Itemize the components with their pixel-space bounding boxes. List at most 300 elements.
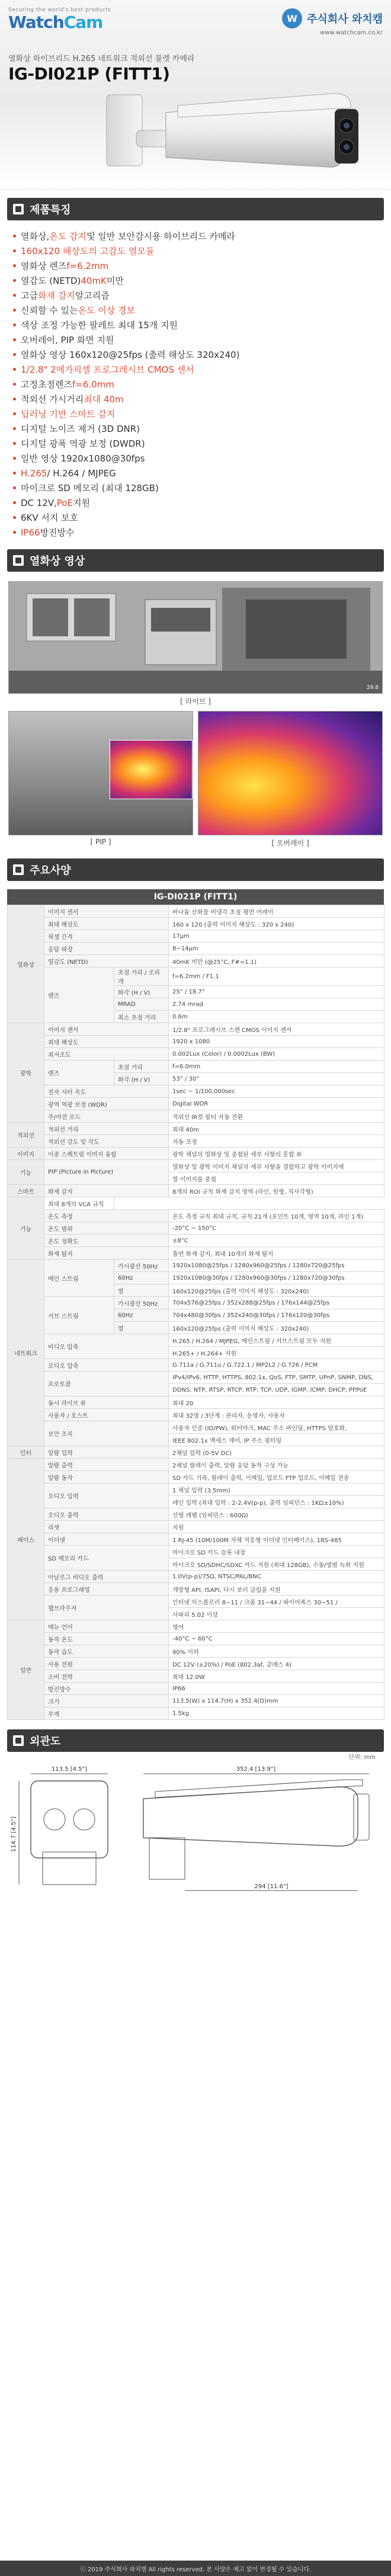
spec-row (8, 1670, 384, 1683)
spec-value: 704x576@25fps / 352x288@25fps / 176x144@25fps (169, 1297, 384, 1309)
section-header-dimension (7, 1729, 384, 1752)
spec-row (8, 1620, 384, 1633)
spec-value: 53° / 30° (169, 1073, 384, 1085)
bullet-icon (13, 383, 16, 386)
spec-subitem: 초점 거리 / 조리개 (114, 967, 169, 986)
feature-highlight: 온도 감지 (49, 231, 86, 242)
spec-value: IEEE 802.1x 액세스 제어, IP 주소 필터링 (169, 1434, 384, 1446)
spec-value: -40°C ~ 60°C (169, 1633, 384, 1645)
spec-row (8, 1484, 384, 1496)
spec-row (8, 967, 384, 986)
spec-subitem: 60Hz (114, 1272, 169, 1284)
spec-value: ±8°C (169, 1235, 384, 1247)
spec-subitem: 열 (114, 1284, 169, 1297)
pip-image (8, 711, 193, 835)
spec-item: 동작 습도 (44, 1645, 169, 1658)
spec-value: 1920x1080@25fps / 1280x960@25fps / 1280x720@25fps (169, 1260, 384, 1272)
spec-value: Digital WDR (169, 1098, 384, 1110)
bullet-icon (13, 279, 16, 282)
product-header (0, 0, 391, 190)
spec-value: 2채널 릴레이 출력, 알람 응답 동작 구성 가능 (169, 1459, 384, 1471)
feature-item (13, 466, 379, 480)
spec-row (8, 918, 384, 930)
feature-highlight: 160x120 해상도의 고감도 열모듈 (21, 246, 155, 257)
spec-row (8, 1048, 384, 1060)
spec-value: 바나듐 산화물 비냉각 초점 평면 어레이 (169, 905, 384, 918)
spec-item: 사용 전원 (44, 1658, 169, 1670)
spec-row (8, 1583, 384, 1595)
spec-value: 사용자 인증 (ID/PW), 워터마크, MAC 주소 바인딩, HTTPS 암호화, (169, 1421, 384, 1434)
section-title: 제품특징 (30, 204, 71, 216)
pip-figure (8, 711, 193, 853)
spec-item: 오디오 입력 (44, 1484, 169, 1508)
spec-item: 응답 파장 (44, 943, 169, 955)
spec-row (8, 1060, 384, 1073)
spec-value: 17μm (169, 930, 384, 943)
spec-row (8, 1546, 384, 1558)
spec-item: 온도 측정 (44, 1210, 169, 1222)
spec-item: 렌즈 (44, 967, 114, 1023)
spec-item: 보안 조치 (44, 1421, 169, 1446)
spec-row (8, 1421, 384, 1434)
feature-item (13, 525, 379, 540)
spec-row (8, 1683, 384, 1695)
dimension-drawing (0, 1752, 391, 1899)
feature-text: 마이크로 SD 메모리 (최대 128GB) (21, 483, 159, 494)
logo-wordmark (8, 13, 111, 32)
spec-category: 스마트 (8, 1185, 44, 1197)
spec-value: 마이크로 SD/SDHC/SDXC 카드 지원 (최대 128GB), 수동/엘범 녹화 지원 (169, 1558, 384, 1571)
spec-row (8, 1197, 384, 1210)
spec-value: 1.0V(p-p)/75Ω, NTSC/PAL/BNC (169, 1571, 384, 1583)
feature-item (13, 347, 379, 362)
spec-item: 프로토콜 (44, 1372, 169, 1396)
feature-text: / H.264 / MJPEG (47, 467, 116, 479)
feature-text: 열감도 (NETD) (21, 275, 81, 286)
spec-item: 알람 출력 (44, 1459, 169, 1471)
spec-value: 1 채널 입력 (3.5mm) (169, 1484, 384, 1496)
spec-row (8, 1260, 384, 1272)
logo-tagline: Securing the world's best products (8, 7, 111, 13)
spec-value: 90% 이하 (169, 1645, 384, 1658)
spec-value: 25° / 18.7° (169, 986, 384, 998)
bullet-icon (13, 294, 16, 297)
spec-category: 이미지 (8, 1148, 44, 1160)
spec-value: 최대 12.0W (169, 1670, 384, 1683)
spec-row (8, 1396, 384, 1409)
spec-row (8, 1222, 384, 1235)
spec-item: 메뉴 언어 (44, 1620, 169, 1633)
feature-text: 신뢰할 수 있는 (21, 305, 78, 316)
logo-word-a: Watch (8, 12, 64, 32)
feature-item (13, 318, 379, 332)
spec-value: 2.74 mrad (169, 998, 384, 1011)
spec-value: 선형 레벨 (임피던스 : 600Ω) (169, 1508, 384, 1521)
feature-text: 방진방수 (40, 527, 75, 538)
spec-row (8, 1695, 384, 1707)
spec-value: 적외선 IR컷 필터 자동 전환 (169, 1110, 384, 1123)
spec-item: 적외선 강도 및 각도 (44, 1135, 169, 1148)
feature-text: 미만 (106, 275, 124, 286)
spec-row (8, 1148, 384, 1160)
bullet-icon (13, 338, 16, 341)
feature-highlight: 화재 감지 (37, 290, 75, 301)
spec-item: 이더넷 (44, 1533, 169, 1546)
temperature-tag: 29.8 (366, 685, 379, 691)
spec-row (8, 1446, 384, 1459)
spec-item: 픽셀 간격 (44, 930, 169, 943)
spec-value: 온도 측정 규칙 최대 규칙, 규칙 21개 (포인트 10개, 영역 10개, 라인 1개) (169, 1210, 384, 1222)
company-mark-icon: W (282, 8, 302, 28)
section-header-features (7, 198, 384, 220)
spec-item: 사용자 / 호스트 (44, 1409, 169, 1421)
section-header-spec (7, 858, 384, 881)
section-header-thermal (7, 549, 384, 572)
spec-table-wrapper (0, 881, 391, 1720)
spec-subitem: 60Hz (114, 1309, 169, 1322)
spec-item: 이미지 센서 (44, 905, 169, 918)
spec-category: 광학 (8, 1023, 44, 1123)
spec-item: PIP (Picture in Picture) (44, 1160, 169, 1185)
feature-item (13, 510, 379, 525)
feature-text: 적외선 가시거리 (21, 394, 84, 405)
spec-subitem: 가시광선 50Hz (114, 1260, 169, 1272)
feature-text: 지원 (73, 498, 91, 508)
bullet-icon (13, 353, 16, 356)
feature-item (13, 480, 379, 495)
feature-item (13, 258, 379, 273)
bullet-icon (13, 457, 16, 460)
feature-item (13, 406, 379, 421)
feature-text: 디지털 노이즈 제거 (3D DNR) (21, 424, 140, 434)
spec-value: 인터넷 익스플로러 8~11 / 크롬 31~44 / 파이어폭스 30~51 / (169, 1595, 384, 1608)
spec-row (8, 1595, 384, 1608)
spec-row (8, 1533, 384, 1546)
feature-item (13, 273, 379, 288)
feature-highlight: 온도 이상 경보 (78, 305, 135, 316)
spec-value: 160 x 120 (출력 이미지 해상도 : 320 x 240) (169, 918, 384, 930)
spec-item: 이미지 센서 (44, 1023, 169, 1036)
feature-text: 고정초점렌즈 (21, 379, 72, 390)
spec-item: 방진방수 (44, 1683, 169, 1695)
spec-row (8, 1633, 384, 1645)
spec-value: f=6.0mm (169, 1060, 384, 1073)
dimension-unit: 단위: mm (348, 1754, 376, 1761)
spec-row (8, 1334, 384, 1347)
spec-value: SD 카드 기록, 릴레이 출력, 이메일, 업로드 FTP 업로드, 이메일 전송 (169, 1471, 384, 1484)
company-url: www.watchcam.co.kr (320, 30, 383, 36)
bullet-icon (13, 472, 16, 475)
spec-row (8, 1235, 384, 1247)
spec-row (8, 1123, 384, 1135)
spec-value: 1.5kg (169, 1707, 384, 1720)
bullet-icon (13, 235, 16, 238)
feature-highlight: f=6.0mm (72, 379, 114, 390)
spec-subitem: 화각 (H / V) (114, 1073, 169, 1085)
spec-item: 적외선 거리 (44, 1123, 169, 1135)
spec-item: SD 메모리 카드 (44, 1546, 169, 1571)
spec-item: 소비 전력 (44, 1670, 169, 1683)
bullet-icon (13, 309, 16, 312)
spec-item: 열감도 (NETD) (44, 955, 169, 967)
spec-value: 열화상 및 광학 이미지 채널의 세부 사항을 결합하고 광학 이미지에 (169, 1160, 384, 1172)
live-image (8, 581, 383, 694)
bullet-icon (13, 516, 16, 519)
spec-row (8, 1571, 384, 1583)
spec-value: IP66 (169, 1683, 384, 1695)
spec-item: 이중 스펙트럼 이미지 융합 (44, 1148, 169, 1160)
bullet-icon (13, 398, 16, 401)
spec-subitem: 최소 초점 거리 (114, 1011, 169, 1023)
spec-row (8, 1185, 384, 1197)
feature-highlight: 1/2.8" 2메가픽셀 프로그레시브 CMOS 센서 (21, 364, 194, 375)
feature-text: 색상 조정 가능한 팔레트 최대 15개 지원 (21, 320, 178, 331)
spec-value: 사파리 5.02 이상 (169, 1608, 384, 1620)
feature-item (13, 362, 379, 377)
spec-value: G.711a / G.711u / G.722.1 / MP2L2 / G.726 / PCM (169, 1359, 384, 1372)
feature-text: 열화상 렌즈 (21, 261, 67, 271)
spec-value: IPv4/IPv6, HTTP, HTTPS, 802.1x, QoS, FTP, SMTP, UPnP, SNMP, DNS, (169, 1372, 384, 1384)
spec-subitem: 초점 거리 (114, 1060, 169, 1073)
feature-text: 열화상 영상 160x120@25fps (출력 해상도 320x240) (21, 350, 240, 360)
feature-highlight: 최대 40m (84, 394, 124, 405)
spec-item: 동시 라이브 뷰 (44, 1396, 169, 1409)
spec-row (8, 1707, 384, 1720)
feature-text: 6KV 서지 보호 (21, 512, 79, 523)
spec-value: 레인 입력 (최대 입력 : 2-2.4V(p-p), 출력 임피던스 : 1KΩ±10%) (169, 1496, 384, 1508)
spec-item: 전자 셔터 속도 (44, 1085, 169, 1098)
bullet-icon (13, 486, 16, 489)
spec-value: 40mK 미만 (@25°C, F#=1.1) (169, 955, 384, 967)
front-width-label: 113.5 [4.5"] (51, 1766, 88, 1773)
spec-item: 무게 (44, 1707, 169, 1720)
feature-text: 고급 (21, 290, 38, 301)
spec-category: 열화상 (8, 905, 44, 1023)
product-model-title: IG-DI021P (FITT1) (8, 64, 170, 84)
spec-value: 704x480@30fps / 352x240@30fps / 176x120@30fps (169, 1309, 384, 1322)
spec-subitem: 열 (114, 1322, 169, 1334)
spec-table-model: IG-DI021P (FITT1) (7, 889, 384, 905)
spec-row (8, 1658, 384, 1670)
dimension-svg (7, 1763, 384, 1899)
spec-value: 최대 8개의 VCA 규칙 (44, 1197, 114, 1210)
spec-item: 렌즈 (44, 1060, 114, 1085)
spec-item: 알람 입력 (44, 1446, 169, 1459)
spec-item: 화재 감지 (44, 1185, 169, 1197)
spec-item: 최대 해상도 (44, 918, 169, 930)
spec-item: 주/야전 모드 (44, 1110, 169, 1123)
bullet-icon (13, 412, 16, 415)
feature-text: 알고리즘 (75, 290, 110, 301)
pip-caption: [ PIP ] (90, 838, 111, 846)
bullet-icon (13, 323, 16, 326)
feature-item (13, 288, 379, 303)
feature-highlight: 딥러닝 기반 스마트 감지 (21, 409, 116, 419)
spec-value: 최대 32명 / 3단계 : 관리자, 운영자, 사용자 (169, 1409, 384, 1421)
section-marker-icon (13, 555, 24, 566)
pip-thermal-inset (110, 740, 193, 799)
feature-text: 및 일반 보안감시용 하이브리드 카메라 (86, 231, 235, 242)
spec-value: 1 RJ-45 (10M/100M 자체 적응형 이더넷 인터페이스), 1RS-485 (169, 1533, 384, 1546)
spec-subitem: 가시광선 50Hz (114, 1297, 169, 1309)
spec-row (8, 1085, 384, 1098)
spec-item: 최대 해상도 (44, 1036, 169, 1048)
product-subtitle: 열화상 하이브리드 H.265 네트워크 적외선 불렛 카메라 (8, 55, 195, 63)
overlay-figure (198, 711, 383, 853)
spec-value: 흡연 화재 감지, 최대 10개의 화재 탐지 (169, 1247, 384, 1260)
company-info (282, 8, 383, 36)
page-footer: ⓒ 2019 주식회사 와치캠 All rights reserved. 본 사양은 예고 없이 변경될 수 있습니다. (0, 2561, 391, 2576)
section-marker-icon (13, 204, 24, 214)
spec-category: 기능 (8, 1197, 44, 1260)
spec-value: 자동 조정 (169, 1135, 384, 1148)
spec-row (8, 1645, 384, 1658)
spec-row (8, 930, 384, 943)
spec-item: 아날로그 비디오 출력 (44, 1571, 169, 1583)
bullet-icon (13, 249, 16, 252)
spec-value: 최대 20 (169, 1396, 384, 1409)
spec-subitem: 화각 (H / V) (114, 986, 169, 998)
spec-row (8, 1459, 384, 1471)
spec-item: 메인 스트림 (44, 1260, 114, 1297)
spec-item: 크기 (44, 1695, 169, 1707)
feature-text: 디지털 광폭 역광 보정 (DWDR) (21, 438, 145, 449)
feature-item (13, 436, 379, 451)
spec-value: 1920x1080@30fps / 1280x960@30fps / 1280x720@30fps (169, 1272, 384, 1284)
feature-text: DC 12V, (21, 497, 57, 508)
spec-item: 비디오 압축 (44, 1334, 169, 1359)
company-name: 주식회사 와치캠 (307, 13, 383, 25)
thermal-image-gallery (0, 572, 391, 858)
spec-subitem: MRAD (114, 998, 169, 1011)
spec-value: H.265+ / H.264+ 지원 (169, 1347, 384, 1359)
spec-row (8, 1135, 384, 1148)
section-title: 열화상 영상 (30, 555, 85, 568)
spec-category: 페이스 (8, 1459, 44, 1620)
spec-item: 화재 탐지 (44, 1247, 169, 1260)
spec-table (7, 905, 384, 1720)
brand-logo (8, 7, 111, 32)
spec-value: 8개의 ROI 규칙 화재 감지 영역 (라인, 원형, 직사각형) (169, 1185, 384, 1197)
spec-value: 지원 (169, 1521, 384, 1533)
spec-row (8, 1409, 384, 1421)
spec-item: 온도 범위 (44, 1222, 169, 1235)
feature-item (13, 451, 379, 466)
spec-item: 동작 온도 (44, 1633, 169, 1645)
spec-item: 서브 스트림 (44, 1297, 114, 1334)
spec-value: 160x120@25fps (출력 이미지 해상도 : 320x240) (169, 1284, 384, 1297)
feature-highlight: 40mK (81, 275, 107, 286)
spec-value: H.265 / H.264 / MJPEG, 메인스트림 / 서브스트림 모두 지원 (169, 1334, 384, 1347)
overlay-caption: [ 오버레이 ] (271, 839, 309, 847)
spec-row (8, 943, 384, 955)
bottom-length-label: 294 [11.6"] (254, 1883, 289, 1890)
feature-highlight: IP66 (21, 527, 40, 538)
spec-row (8, 1471, 384, 1484)
spec-item: 응용 프로그래밍 (44, 1583, 169, 1595)
feature-text: 열화상, (21, 231, 50, 242)
logo-word-b: Cam (63, 12, 103, 32)
spec-value: 113.5(W) x 114.7(H) x 352.4(D)mm (169, 1695, 384, 1707)
spec-value: 1/2.8" 프로그레시브 스캔 CMOS 이미지 센서 (169, 1023, 384, 1036)
spec-item: 광역 역광 보정 (WDR) (44, 1098, 169, 1110)
feature-text: 오버레이, PIP 화면 지원 (21, 335, 114, 345)
spec-value: 2채널 입력 (0-5V DC) (169, 1446, 384, 1459)
spec-item: 리셋 (44, 1521, 169, 1533)
spec-value: 0.6m (169, 1011, 384, 1023)
spec-value: 마이크로 SD 카드 슬롯 내장 (169, 1546, 384, 1558)
spec-value: 0.002Lux (Color) / 0.0002Lux (BW) (169, 1048, 384, 1060)
spec-value: 최대 40m (169, 1123, 384, 1135)
spec-row (8, 1110, 384, 1123)
bullet-icon (13, 501, 16, 504)
spec-category: 적외선 (8, 1123, 44, 1148)
spec-row (8, 1372, 384, 1384)
spec-value: 열 이미지를 중첩 (169, 1172, 384, 1185)
spec-category: 일반 (8, 1620, 44, 1720)
overlay-image (198, 711, 383, 835)
spec-value: DDNS, NTP, RTSP, RTCP, RTP, TCP, UDP, IGMP, ICMP, DHCP, PPPoE (169, 1384, 384, 1396)
spec-row (8, 1508, 384, 1521)
spec-row (8, 1297, 384, 1309)
spec-value: f=6.2mm / F1.1 (169, 967, 384, 986)
spec-category: 인터 (8, 1446, 44, 1459)
spec-value: 1sec ~ 1/100,000sec (169, 1085, 384, 1098)
live-caption: [ 라이브 ] (180, 697, 211, 706)
feature-item (13, 377, 379, 392)
feature-highlight: PoE (56, 497, 73, 508)
spec-item: 온도 정확도 (44, 1235, 169, 1247)
feature-highlight: f=6.2mm (66, 260, 109, 271)
feature-text: 일반 영상 1920x1080@30fps (21, 453, 145, 464)
live-scene-art (9, 582, 383, 694)
spec-value: DC 12V (±20%) / PoE (802.3af, 클래스 4) (169, 1658, 384, 1670)
feature-item (13, 303, 379, 318)
bullet-icon (13, 427, 16, 430)
spec-row (8, 905, 384, 918)
bullet-camera-image (95, 89, 367, 190)
height-label: 114.7 [4.5"] (11, 1816, 17, 1853)
spec-row (8, 955, 384, 967)
spec-row (8, 1023, 384, 1036)
spec-row (8, 1098, 384, 1110)
bullet-icon (13, 264, 16, 267)
section-title: 주요사양 (30, 864, 71, 877)
spec-value: 광학 채널의 열화상 및 중첩된 세부 사항의 혼합 뷰 (169, 1148, 384, 1160)
spec-item: 오디오 압축 (44, 1359, 169, 1372)
spec-value: -20°C ~ 150°C (169, 1222, 384, 1235)
spec-row (8, 1160, 384, 1172)
spec-item: 웹브라우저 (44, 1595, 169, 1620)
spec-category: 기능 (8, 1160, 44, 1185)
bullet-icon (13, 531, 16, 534)
spec-item: 최저조도 (44, 1048, 169, 1060)
spec-value: 영어 (169, 1620, 384, 1633)
spec-row (8, 1247, 384, 1260)
spec-row (8, 1359, 384, 1372)
section-marker-icon (13, 864, 24, 875)
feature-list (0, 220, 391, 549)
spec-item: 오디오 출력 (44, 1508, 169, 1521)
spec-value: 개방형 API, ISAPI, 다시 보러 클립을 지원 (169, 1583, 384, 1595)
section-marker-icon (13, 1735, 24, 1746)
bullet-icon (13, 442, 16, 445)
feature-item (13, 495, 379, 510)
spec-row (8, 1036, 384, 1048)
spec-row (8, 1210, 384, 1222)
side-length-label: 352.4 [13.9"] (236, 1766, 276, 1773)
feature-item (13, 332, 379, 347)
